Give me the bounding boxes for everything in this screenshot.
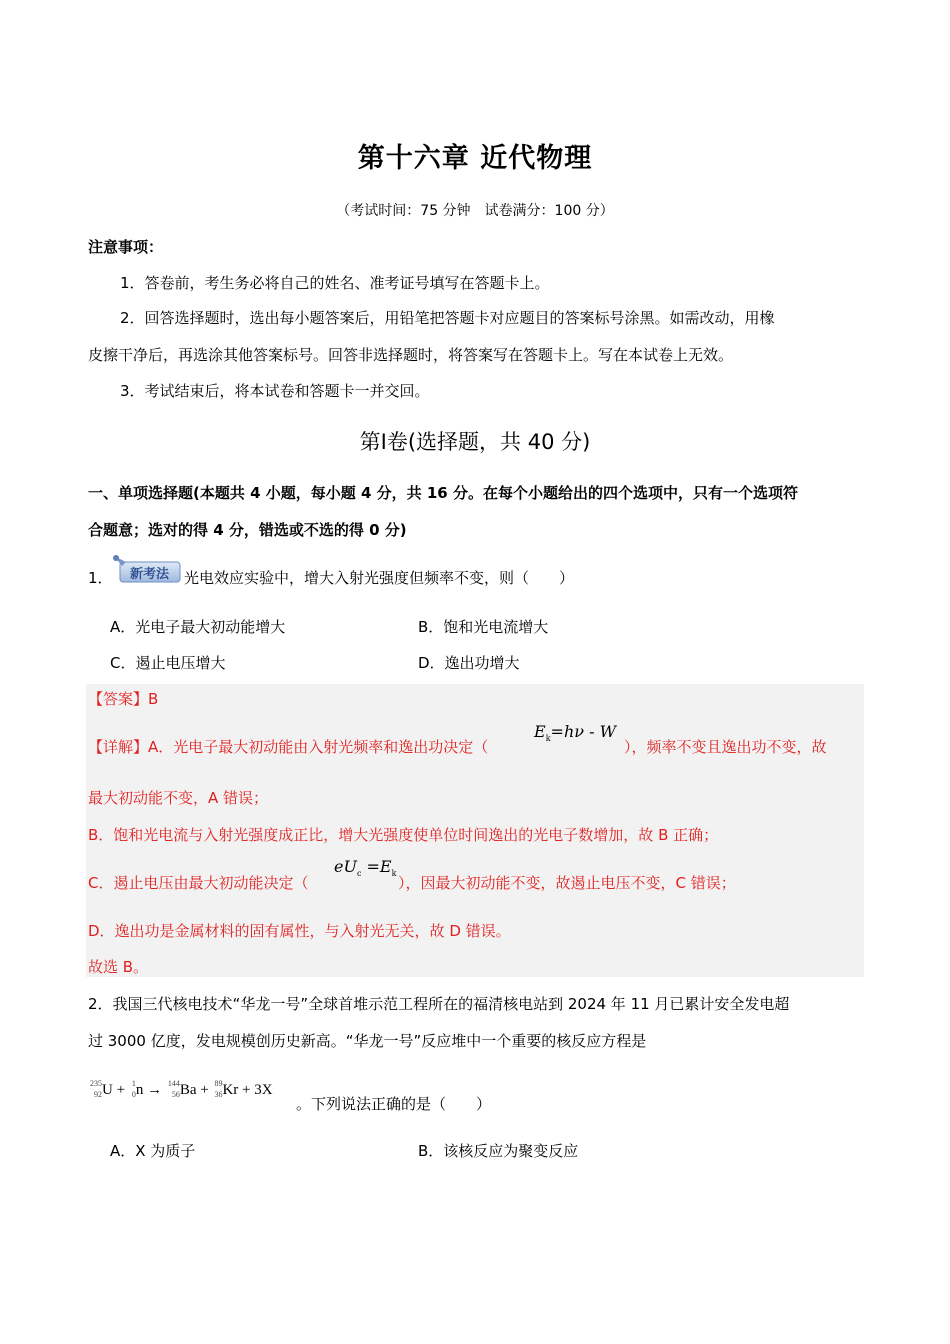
q1-option-a: A．光电子最大初动能增大	[110, 618, 286, 636]
q2-option-b: B．该核反应为聚变反应	[418, 1142, 579, 1160]
question-2-line2: 过 3000 亿度，发电规模创历史新高。“华龙一号”反应堆中一个重要的核反应方程是	[88, 1032, 647, 1050]
formula-photoelectric: $E_k=h\nu - W$	[534, 722, 617, 744]
note-item-2-line2: 皮擦干净后，再选涂其他答案标号。回答非选择题时，将答案写在答题卡上。写在本试卷上无效。	[88, 346, 734, 364]
conclusion: 故选 B。	[88, 958, 149, 976]
badge-label: 新考法	[130, 567, 170, 582]
detail-b: B．饱和光电流与入射光强度成正比，增大光强度使单位时间逸出的光电子数增加，故 B 正确；	[88, 826, 719, 844]
note-item-2-line1: 2．回答选择题时，选出每小题答案后，用铅笔把答题卡对应题目的答案标号涂黑。如需改动，用橡	[120, 309, 775, 327]
q1-option-b: B．饱和光电流增大	[418, 618, 549, 636]
question-1-number: 1．	[88, 569, 113, 587]
question-1-stem: 光电效应实验中，增大入射光强度但频率不变，则（ ）	[184, 569, 575, 587]
detail-a-pre: 【详解】A．光电子最大初动能由入射光频率和逸出功决定（	[88, 738, 489, 756]
section-title: 第Ⅰ卷(选择题，共 40 分)	[359, 430, 591, 454]
part-instructions-line1: 一、单项选择题(本题共 4 小题，每小题 4 分，共 16 分。在每个小题给出的四个选项中，只有一个选项符	[88, 484, 798, 502]
detail-a-post: ），频率不变且逸出功不变，故	[624, 738, 827, 756]
formula-stopping-voltage: $eU_c =E_k$	[334, 857, 397, 879]
notes-heading: 注意事项：	[88, 238, 164, 256]
exam-info: （考试时间：75 分钟 试卷满分：100 分）	[336, 203, 614, 219]
answer-label: 【答案】B	[88, 690, 159, 708]
note-item-3: 3．考试结束后，将本试卷和答题卡一并交回。	[120, 382, 430, 400]
new-method-badge	[110, 554, 182, 584]
q1-option-d: D．逸出功增大	[418, 654, 520, 672]
detail-c-pre: C．遏止电压由最大初动能决定（	[88, 874, 309, 892]
question-2-stem-tail: 。下列说法正确的是（ ）	[296, 1095, 492, 1113]
q2-option-a: A．X 为质子	[110, 1142, 196, 1160]
detail-a-line2: 最大初动能不变，A 错误；	[88, 789, 269, 807]
question-2-line1: 2．我国三代核电技术“华龙一号”全球首堆示范工程所在的福清核电站到 2024 年 11 月已累计安全发电超	[88, 995, 790, 1013]
part-instructions-line2: 合题意；选对的得 4 分，错选或不选的得 0 分)	[88, 521, 407, 539]
detail-d: D．逸出功是金属材料的固有属性，与入射光无关，故 D 错误。	[88, 922, 511, 940]
page-title: 第十六章 近代物理	[357, 143, 593, 174]
nuclear-reaction-equation: 235 92 U + 1 0 n → 144 56 Ba + 89 36 Kr + 3X	[90, 1079, 273, 1099]
q1-option-c: C．遏止电压增大	[110, 654, 226, 672]
detail-c-post: ），因最大初动能不变，故遏止电压不变，C 错误；	[398, 874, 736, 892]
note-item-1: 1．答卷前，考生务必将自己的姓名、准考证号填写在答题卡上。	[120, 274, 550, 292]
